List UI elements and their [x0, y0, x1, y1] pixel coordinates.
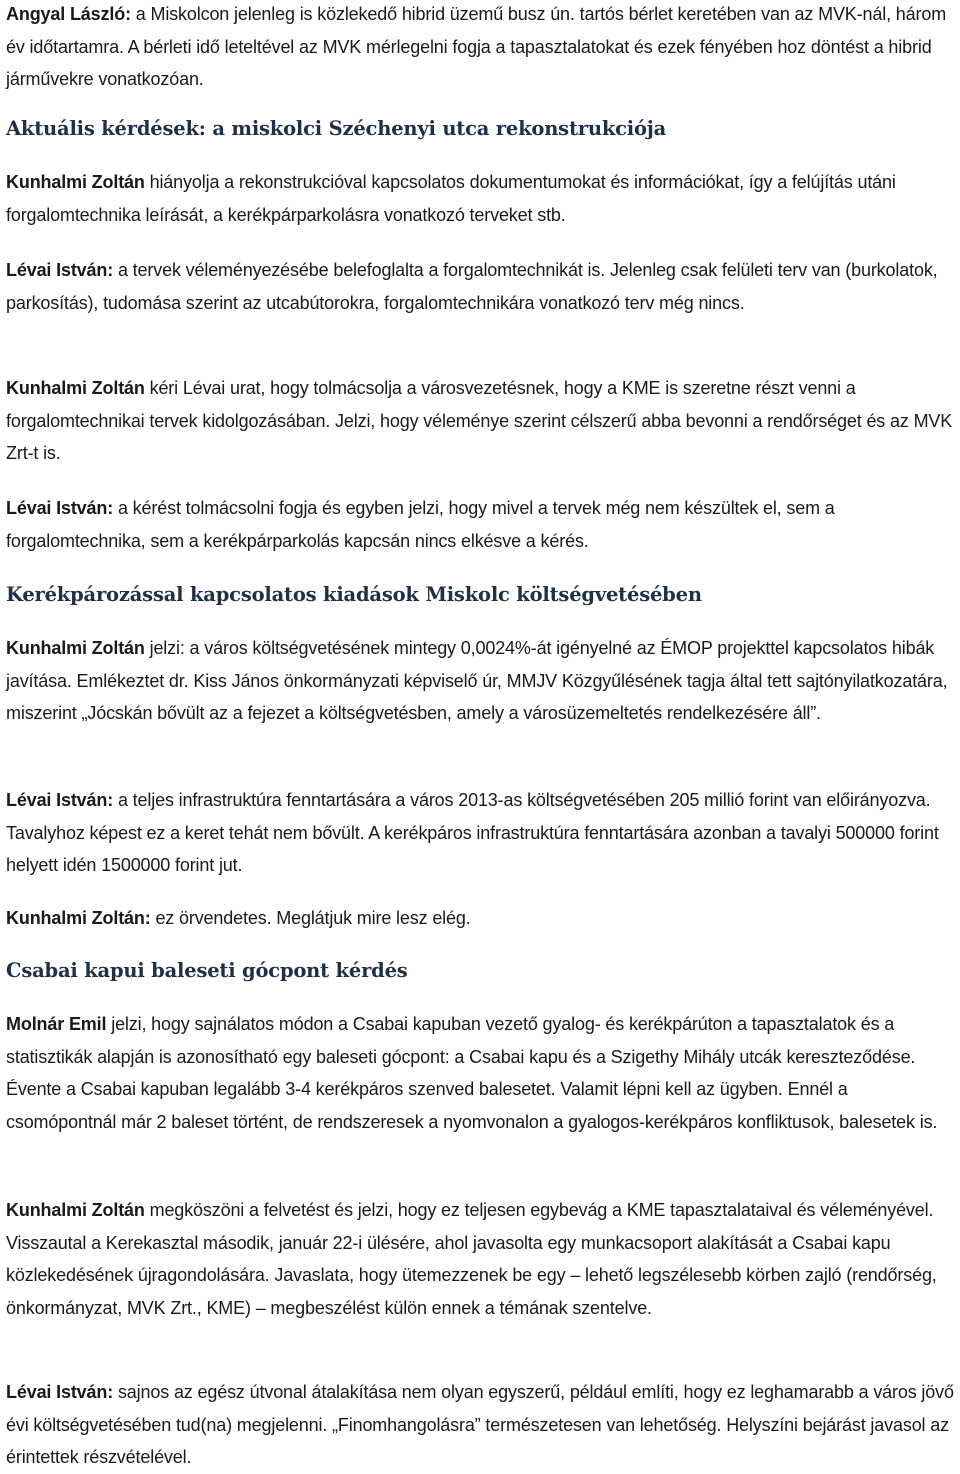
paragraph-text: hiányolja a rekonstrukcióval kapcsolatos dokumentumokat és információkat, így a felújítás utáni forgalomtechnika leírását, a kerékpárparkolásra vonatkozó terveket stb.: [6, 172, 896, 225]
paragraph-text: a Miskolcon jelenleg is közlekedő hibrid üzemű busz ún. tartós bérlet keretében van az MVK-nál, három év időtartamra. A bérleti idő leteltével az MVK mérlegelni fogja a tapasztalatokat és ezek fényében hoz döntést a hibrid járművekre vonatkozóan.: [6, 4, 947, 89]
paragraph-10: [6, 1376, 958, 1474]
speaker-name: Molnár Emil: [6, 1014, 107, 1034]
paragraph-text: sajnos az egész útvonal átalakítása nem olyan egyszerű, például említi, hogy ez leghamarabb a város jövő évi költségvetésében tud(na) megjelenni. „Finomhangolásra” természetesen van lehetőség. Helyszíni bejárást javasol az érintettek részvételével.: [6, 1382, 954, 1467]
paragraph-intro: [6, 0, 958, 96]
paragraph-text: kéri Lévai urat, hogy tolmácsolja a városvezetésnek, hogy a KME is szeretne részt venni a forgalomtechnikai tervek kidolgozásában. Jelzi, hogy véleménye szerint célszerű abba bevonni a rendőrséget és az MVK Zrt-t is.: [6, 378, 953, 463]
speaker-name: Kunhalmi Zoltán: [6, 1200, 145, 1220]
paragraph-5: [6, 632, 958, 730]
section-heading-szechenyi: Aktuális kérdések: a miskolci Széchenyi utca rekonstrukciója: [6, 117, 667, 140]
speaker-name: Kunhalmi Zoltán: [6, 172, 145, 192]
speaker-name: Lévai István:: [6, 790, 114, 810]
paragraph-text: jelzi, hogy sajnálatos módon a Csabai kapuban vezető gyalog- és kerékpárúton a tapasztalatok és a statisztikák alapján is azonosítható egy baleseti gócpont: a Csabai kapu és a Szigethy Mihály utcák kereszteződése. Évente a Csabai kapuban legalább 3-4 kerékpáros szenved balesetet. Valamit lépni kell az ügyben. Ennél a csomópontnál már 2 baleset történt, de rendszeresek a nyomvonalon a gyalogos-kerékpáros konfliktusok, balesetek is.: [6, 1014, 938, 1132]
paragraph-7: [6, 902, 471, 935]
speaker-name: Kunhalmi Zoltán: [6, 638, 145, 658]
paragraph-text: jelzi: a város költségvetésének mintegy 0,0024%-át igényelné az ÉMOP projekttel kapcsolatos hibák javítása. Emlékeztet dr. Kiss János önkormányzati képviselő úr, MMJV Közgyűlésének tagja által tett sajtónyilatkozatára, miszerint „Jócskán bővült az a fejezet a költségvetésben, amely a városüzemeltetés rendelkezésére áll”.: [6, 638, 948, 723]
paragraph-text: a tervek véleményezésébe belefoglalta a forgalomtechnikát is. Jelenleg csak felületi terv van (burkolatok, parkosítás), tudomása szerint az utcabútorokra, forgalomtechnikára vonatkozó terv még nincs.: [6, 260, 938, 313]
paragraph-9: [6, 1194, 958, 1324]
paragraph-1: [6, 166, 958, 231]
speaker-name: Angyal László:: [6, 4, 131, 24]
speaker-name: Kunhalmi Zoltán: [6, 378, 145, 398]
paragraph-3: [6, 372, 958, 470]
section-heading-csabai-kapu: Csabai kapui baleseti gócpont kérdés: [6, 959, 408, 982]
speaker-name: Lévai István:: [6, 260, 114, 280]
paragraph-text: ez örvendetes. Meglátjuk mire lesz elég.: [150, 908, 471, 928]
paragraph-6: [6, 784, 958, 882]
section-heading-budget: Kerékpározással kapcsolatos kiadások Miskolc költségvetésében: [6, 583, 702, 606]
paragraph-4: [6, 492, 958, 557]
paragraph-8: [6, 1008, 958, 1138]
speaker-name: Lévai István:: [6, 498, 114, 518]
paragraph-text: a teljes infrastruktúra fenntartására a város 2013-as költségvetésében 205 millió forint van előirányozva. Tavalyhoz képest ez a keret tehát nem bővült. A kerékpáros infrastruktúra fenntartására azonban a tavalyi 500000 forint helyett idén 1500000 forint jut.: [6, 790, 939, 875]
paragraph-text: a kérést tolmácsolni fogja és egyben jelzi, hogy mivel a tervek még nem készültek el, sem a forgalomtechnika, sem a kerékpárparkolás kapcsán nincs elkésve a kérés.: [6, 498, 835, 551]
speaker-name: Kunhalmi Zoltán:: [6, 908, 151, 928]
paragraph-text: megköszöni a felvetést és jelzi, hogy ez teljesen egybevág a KME tapasztalataival és véleményével. Visszautal a Kerekasztal második, január 22-i ülésére, ahol javasolta egy munkacsoport alakítását a Csabai kapu közlekedésének újragondolására. Javaslata, hogy ütemezzenek be egy – lehető legszélesebb körben zajló (rendőrség, önkormányzat, MVK Zrt., KME) – megbeszélést külön ennek a témának szentelve.: [6, 1200, 937, 1318]
paragraph-2: [6, 254, 958, 319]
speaker-name: Lévai István:: [6, 1382, 114, 1402]
